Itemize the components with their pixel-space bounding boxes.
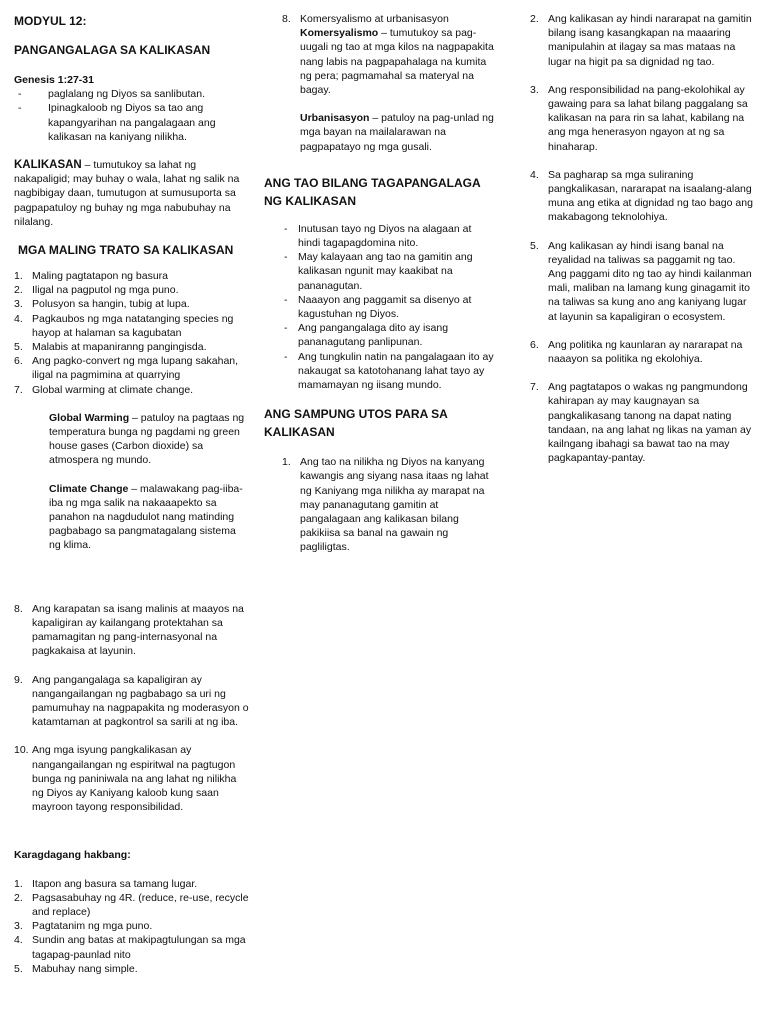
maling-trato-heading: MGA MALING TRATO SA KALIKASAN [18,243,234,258]
utos-list-continued [14,602,250,815]
global-warming-definition: Global Warming – patuloy na pagtaas ng temperatura bunga ng pagdami ng green house gases (Carbon dioxide) sa atmospera ng mundo. [49,411,245,467]
list-item: 5. Mabuhay nang simple. [14,962,138,975]
genesis-list [14,87,250,144]
list-item: 10. Ang mga isyung pangkalikasan ay nangangailangan ng espiritwal na pagtugon bunga ng paniniwala na ang lahat ng nilikha ng Diyos ay Kaniyang kaloob kung saan mayroon tayong responsibilidad. [14,744,237,814]
list-item: 3. Ang responsibilidad na pang-ekolohikal ay gawaing para sa lahat bilang paggalang sa kalikasan na para rin sa lahat, kabilang na ang mga henerasyon ngayon at ng sa hinaharap. [530,83,748,153]
list-item: - May kalayaan ang tao na gamitin ang kalikasan ngunit may kaakibat na pananagutan. [280,250,496,293]
list-item: - Inutusan tayo ng Diyos na alagaan at hindi tagapagdomina nito. [280,222,496,250]
list-item: - paglalang ng Diyos sa sanlibutan. [14,87,250,101]
list-item: 1. Itapon ang basura sa tamang lugar. [14,877,198,890]
maling-trato-list [14,269,250,397]
column-1 [14,12,250,976]
climate-change-term: Climate Change [49,482,129,495]
list-item: 1. Maling pagtatapon ng basura [14,270,169,283]
list-item: 2. Pagsasabuhay ng 4R. (reduce, re-use, recycle and replace) [14,891,249,918]
list-item: 9. Ang pangangalaga sa kapaligiran ay nangangailangan ng pagbabago sa uri ng pamumuhay na nagpapakita ng moderasyon o katamtaman at pagkontrol sa sarili at ng iba. [14,673,249,729]
list-item: 5. Ang kalikasan ay hindi isang banal na reyalidad na taliwas sa paggamit ng tao. Ang paggami dito ng tao ay hindi kailanman mali, maliban na lamang kung ginagamit ito na taliwas sa kung ano ang kaniyang lugar at layunin sa kapaligiran o ecosystem. [530,239,752,323]
list-item: 2. Iligal na pagputol ng mga puno. [14,284,179,297]
list-item: 6. Ang pagko-convert ng mga lupang sakahan, iligal na pagmimina at quarrying [14,355,239,382]
list-item: 1. Ang tao na nilikha ng Diyos na kanyang kawangis ang siyang nasa itaas ng lahat ng Kaniyang mga nilikha ay marapat na may pananagutang gamitin at pangalagaan ang kalikasan bilang pakikiisa sa banal na gawain ng pagliligtas. [282,456,489,554]
climate-change-definition: Climate Change – malawakang pag-iiba-iba ng mga salik na nakaaapekto sa panahon na nagdudulot nang matinding pagbabago sa pangmatagalang sistema ng klima. [49,482,243,552]
karagdagang-list [14,877,250,976]
list-item: 5. Malabis at mapaniranng pangingisda. [14,341,207,354]
list-item: 8. Ang karapatan sa isang malinis at maayos na kapaligiran ay kailangang protektahan sa pamamagitan ng pang-internasyonal na pagkakaisa at layunin. [14,602,244,658]
genesis-reference: Genesis 1:27-31 [14,74,94,86]
utos-list-2-7 [530,12,756,465]
tagapangalaga-list [264,222,496,392]
list-item: - Ang tungkulin natin na pangalagaan ito ay nakaugat sa katotohanang lahat tayo ay mamamayan ng iisang mundo. [280,350,496,393]
item-8-list [264,12,496,97]
list-item: - Ang pangangalaga dito ay isang pananagutang panlipunan. [280,321,496,349]
list-item: 4. Sa pagharap sa mga suliraning pangkalikasan, nararapat na isaalang-alang muna ang etika at dignidad ng tao bago ang makabagong teknolohiya. [530,168,753,224]
urbanisasyon-definition: Urbanisasyon – patuloy na pag-unlad ng mga bayan na mailalarawan na pagpapatayo ng mga gusali. [300,112,494,153]
list-item: 4. Pagkaubos ng mga natatanging species ng hayop at halaman sa kagubatan [14,312,234,339]
karagdagang-heading: Karagdagang hakbang: [14,849,131,862]
utos-list [264,455,496,554]
kalikasan-def: – tumutukoy sa lahat ng nakapaligid; may buhay o wala, lahat ng salik na nagbibigay daan, tumutugon at sumusuporta sa pagpapatuloy ng buhay ng mga nabubuhay na nilalang. [14,159,240,228]
list-item: 3. Pagtatanim ng mga puno. [14,920,153,933]
list-item: 7. Ang pagtatapos o wakas ng pangmundong kahirapan ay may kaugnayan sa pangkalikasang tanong na dapat nating tandaan, na ang lahat ng likas na yaman ay kailngang ibahagi sa bawat tao na may pagkapantay-pantay. [530,381,752,465]
kalikasan-term: KALIKASAN [14,159,82,172]
list-item: 4. Sundin ang batas at makipagtulungan sa mga tagapag-paunlad nito [14,934,246,961]
list-item: - Naaayon ang paggamit sa disenyo at kagustuhan ng Diyos. [280,293,496,321]
global-warming-term: Global Warming [49,411,130,424]
kalikasan-definition [14,158,250,229]
column-3 [530,12,756,465]
list-item: - Ipinagkaloob ng Diyos sa tao ang kapangyarihan na pangalagaan ang kalikasan na kaniyang nilikha. [14,101,250,144]
module-title: MODYUL 12: [14,14,87,28]
tagapangalaga-heading: ANG TAO BILANG TAGAPANGALAGA NG KALIKASAN [264,175,481,208]
urbanisasyon-term: Urbanisasyon [300,112,370,125]
list-item: 7. Global warming at climate change. [14,383,194,396]
list-item: 8. Komersyalismo at urbanisasyon Komersyalismo – tumutukoy sa pag-uugali ng tao at mga kilos na nagpapakita nang labis na pagpapahalaga na kumita ng pera; pagmamahal sa materyal na bagay. [282,13,494,97]
sampung-utos-heading: ANG SAMPUNG UTOS PARA SA KALIKASAN [264,407,448,440]
list-item: 6. Ang politika ng kaunlaran ay nararapat na naaayon sa politika ng ekolohiya. [530,338,743,366]
column-2 [264,12,496,555]
list-item: 3. Polusyon sa hangin, tubig at lupa. [14,298,190,311]
list-item: 2. Ang kalikasan ay hindi nararapat na gamitin bilang isang kasangkapan na maaaring manipulahin at ilagay sa mas mataas na lugar na higit pa sa dignidad ng tao. [530,13,752,68]
module-subtitle: PANGANGALAGA SA KALIKASAN [14,43,211,57]
komersyalismo-term: Komersyalismo [300,27,379,40]
